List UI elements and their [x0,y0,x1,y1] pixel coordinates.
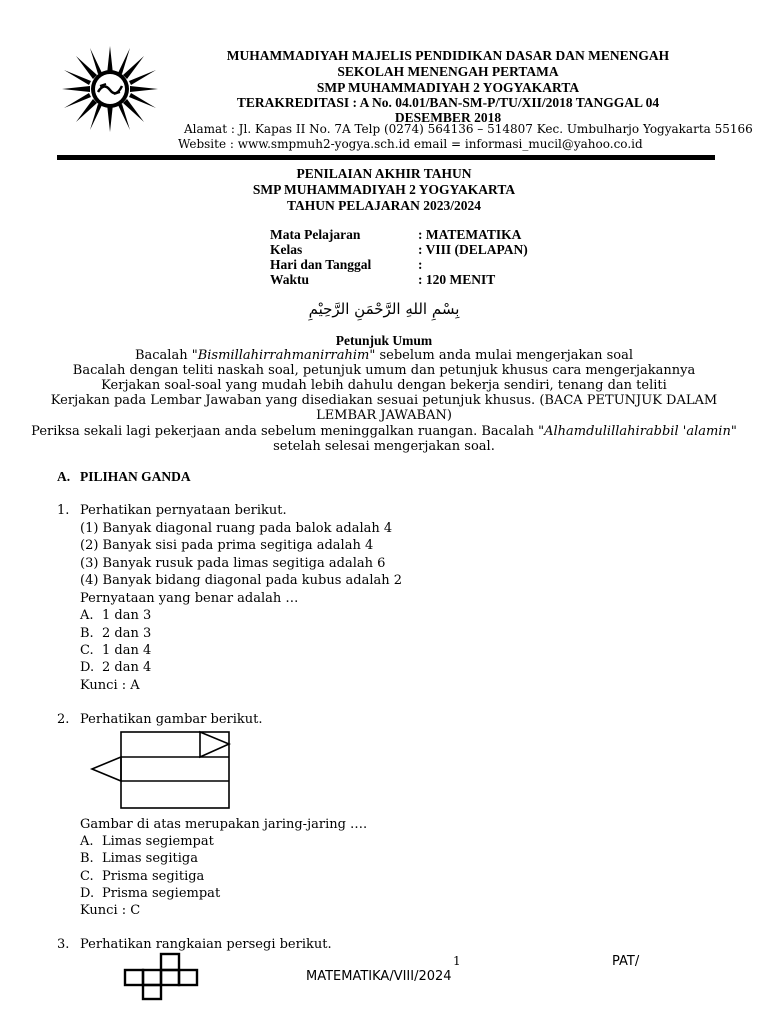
info-label-class: Kelas [270,242,303,257]
option-text: Limas segitiga [102,851,198,866]
question-stem: Perhatikan pernyataan berikut. [80,503,287,518]
school-website: Website : www.smpmuh2-yogya.sch.id email = informasi_mucil@yahoo.co.id [178,137,643,151]
letterhead-line: DESEMBER 2018 [394,110,502,125]
option-letter: D. [80,660,95,675]
option-letter: D. [80,886,95,901]
question-stem: Perhatikan gambar berikut. [80,712,263,727]
instruction-1-post: sebelum anda mulai mengerjakan soal [375,348,634,363]
footer-code-b: MATEMATIKA/VIII/2024 [306,969,452,984]
exam-school: SMP MUHAMMADIYAH 2 YOGYAKARTA [252,182,516,197]
option-letter: B. [80,851,94,866]
option-text: 1 dan 4 [102,643,152,658]
info-value-class: : VIII (DELAPAN) [418,242,528,257]
question-stem: Perhatikan rangkaian persegi berikut. [80,937,332,952]
instruction-2: Bacalah dengan teliti naskah soal, petunjuk umum dan petunjuk khusus cara mengerjakannya [72,363,696,378]
option-letter: C. [80,869,94,884]
instruction-1-italic: Bismillahirrahmanirrahim" [197,348,376,363]
footer-code-a: PAT/ [612,954,640,969]
school-address: Alamat : Jl. Kapas II No. 7A Telp (0274) 564136 – 514807 Kec. Umbulharjo Yogyakarta 55166 [184,122,753,136]
instruction-1-pre: Bacalah " [134,348,198,363]
option-letter: B. [80,626,94,641]
header-divider [57,155,715,160]
instructions-heading: Petunjuk Umum [335,333,433,348]
instruction-1 [0,348,768,363]
option-text: Prisma segitiga [102,869,205,884]
info-label-subject: Mata Pelajaran [270,227,361,242]
instruction-5-pre: Periksa sekali lagi pekerjaan anda sebelum meninggalkan ruangan. Bacalah [31,424,539,439]
question-prompt: Gambar di atas merupakan jaring-jaring …. [80,817,368,832]
info-value-time: : 120 MENIT [418,272,496,287]
exam-title: PENILAIAN AKHIR TAHUN [296,166,472,181]
info-value-subject: : MATEMATIKA [418,227,522,242]
statement: (4) Banyak bidang diagonal pada kubus adalah 2 [80,573,403,588]
question-number: 2. [57,712,70,727]
prism-net-figure [88,728,236,812]
instruction-3: Kerjakan soal-soal yang mudah lebih dahulu dengan bekerja sendiri, tenang dan teliti [101,378,667,393]
question-prompt: Pernyataan yang benar adalah … [80,591,299,606]
instruction-5 [0,424,768,439]
question-number: 3. [57,937,70,952]
letterhead-line: SEKOLAH MENENGAH PERTAMA [337,64,559,79]
statement: (2) Banyak sisi pada prima segitiga adalah 4 [80,538,374,553]
question-number: 1. [57,503,70,518]
option-letter: C. [80,643,94,658]
instruction-5b: setelah selesai mengerjakan soal. [273,439,495,454]
option-text: 1 dan 3 [102,608,152,623]
answer-key: Kunci : C [80,903,141,918]
letterhead-line: MUHAMMADIYAH MAJELIS PENDIDIKAN DASAR DAN MENENGAH [226,48,670,63]
info-label-date: Hari dan Tanggal [270,257,372,272]
section-title: PILIHAN GANDA [80,469,191,484]
option-letter: A. [80,834,94,849]
statement: (3) Banyak rusuk pada limas segitiga adalah 6 [80,556,386,571]
option-letter: A. [80,608,94,623]
option-text: 2 dan 4 [102,660,152,675]
instruction-4b: LEMBAR JAWABAN) [316,408,452,423]
instruction-5-italic: "Alhamdulillahirabbil 'alamin" [538,424,737,439]
info-label-time: Waktu [270,272,310,287]
square-net-figure [120,952,206,1002]
option-text: Limas segiempat [102,834,214,849]
option-text: 2 dan 3 [102,626,152,641]
section-letter: A. [57,469,71,484]
letterhead-line: SMP MUHAMMADIYAH 2 YOGYAKARTA [316,80,580,95]
info-value-date: : [418,257,423,272]
exam-year: TAHUN PELAJARAN 2023/2024 [286,198,481,213]
option-text: Prisma segiempat [102,886,221,901]
instruction-4: Kerjakan pada Lembar Jawaban yang disediakan sesuai petunjuk khusus. (BACA PETUNJUK DALAM [50,393,718,408]
page-number: 1 [453,954,461,968]
letterhead-line: TERAKREDITASI : A No. 04.01/BAN-SM-P/TU/XII/2018 TANGGAL 04 [236,95,660,110]
answer-key: Kunci : A [80,678,140,693]
basmalah: بِسْمِ اللهِ الرَّحْمَنِ الرَّحِيْمِ [308,300,460,318]
statement: (1) Banyak diagonal ruang pada balok adalah 4 [80,521,393,536]
